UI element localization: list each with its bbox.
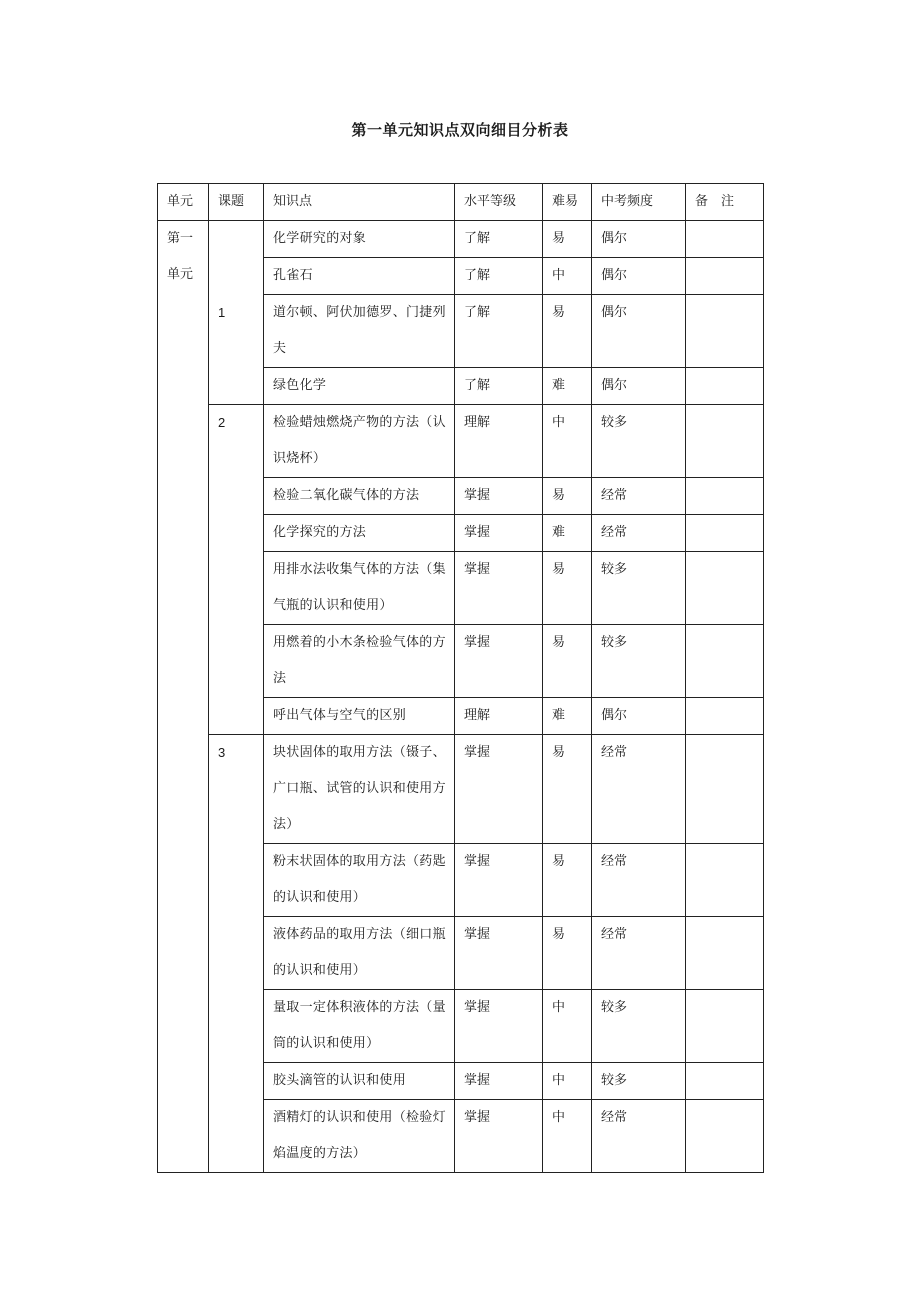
analysis-table (157, 183, 764, 1173)
level-cell: 掌握 (455, 1100, 543, 1173)
topic-cell: 检验二氧化碳气体的方法 (264, 478, 455, 515)
difficulty-cell: 易 (543, 844, 592, 917)
frequency-cell: 经常 (592, 917, 686, 990)
level-cell: 理解 (455, 698, 543, 735)
difficulty-cell: 易 (543, 552, 592, 625)
header-unit: 单元 (158, 184, 209, 221)
difficulty-cell: 难 (543, 515, 592, 552)
level-cell: 了解 (455, 258, 543, 295)
remarks-cell (686, 844, 764, 917)
frequency-cell: 经常 (592, 515, 686, 552)
level-cell: 掌握 (455, 990, 543, 1063)
frequency-cell: 较多 (592, 625, 686, 698)
remarks-cell (686, 735, 764, 844)
remarks-cell (686, 625, 764, 698)
frequency-cell: 偶尔 (592, 698, 686, 735)
difficulty-cell: 易 (543, 295, 592, 368)
unit-label-line1: 第一 (167, 231, 194, 246)
remarks-cell (686, 698, 764, 735)
frequency-cell: 较多 (592, 552, 686, 625)
remarks-cell (686, 478, 764, 515)
frequency-cell: 偶尔 (592, 258, 686, 295)
page-title: 第一单元知识点双向细目分析表 (351, 121, 569, 139)
frequency-cell: 经常 (592, 735, 686, 844)
remarks-cell (686, 1100, 764, 1173)
difficulty-cell: 易 (543, 478, 592, 515)
table-row (158, 221, 764, 258)
header-difficulty: 难易 (543, 184, 592, 221)
level-cell: 掌握 (455, 515, 543, 552)
lesson-cell-2: 2 (209, 405, 264, 735)
frequency-cell: 经常 (592, 1100, 686, 1173)
header-lesson: 课题 (209, 184, 264, 221)
level-cell: 掌握 (455, 735, 543, 844)
level-cell: 掌握 (455, 844, 543, 917)
frequency-cell: 较多 (592, 1063, 686, 1100)
frequency-cell: 偶尔 (592, 295, 686, 368)
level-cell: 掌握 (455, 478, 543, 515)
remarks-cell (686, 405, 764, 478)
header-level: 水平等级 (455, 184, 543, 221)
topic-cell: 酒精灯的认识和使用（检验灯焰温度的方法） (264, 1100, 455, 1173)
topic-cell: 孔雀石 (264, 258, 455, 295)
difficulty-cell: 中 (543, 258, 592, 295)
difficulty-cell: 易 (543, 625, 592, 698)
frequency-cell: 较多 (592, 405, 686, 478)
level-cell: 掌握 (455, 625, 543, 698)
lesson-cell-3: 3 (209, 735, 264, 1173)
topic-cell: 用排水法收集气体的方法（集气瓶的认识和使用） (264, 552, 455, 625)
topic-cell: 粉末状固体的取用方法（药匙的认识和使用） (264, 844, 455, 917)
level-cell: 了解 (455, 368, 543, 405)
topic-cell: 绿色化学 (264, 368, 455, 405)
remarks-cell (686, 990, 764, 1063)
topic-cell: 液体药品的取用方法（细口瓶的认识和使用） (264, 917, 455, 990)
remarks-cell (686, 368, 764, 405)
remarks-cell (686, 515, 764, 552)
difficulty-cell: 易 (543, 917, 592, 990)
difficulty-cell: 易 (543, 735, 592, 844)
topic-cell: 用燃着的小木条检验气体的方法 (264, 625, 455, 698)
difficulty-cell: 中 (543, 1100, 592, 1173)
level-cell: 掌握 (455, 552, 543, 625)
header-remarks: 备 注 (686, 184, 764, 221)
remarks-cell (686, 917, 764, 990)
remarks-cell (686, 295, 764, 368)
difficulty-cell: 难 (543, 698, 592, 735)
topic-cell: 化学研究的对象 (264, 221, 455, 258)
frequency-cell: 偶尔 (592, 368, 686, 405)
topic-cell: 检验蜡烛燃烧产物的方法（认识烧杯） (264, 405, 455, 478)
topic-cell: 块状固体的取用方法（镊子、广口瓶、试管的认识和使用方法） (264, 735, 455, 844)
level-cell: 掌握 (455, 1063, 543, 1100)
frequency-cell: 经常 (592, 844, 686, 917)
topic-cell: 胶头滴管的认识和使用 (264, 1063, 455, 1100)
frequency-cell: 较多 (592, 990, 686, 1063)
topic-cell: 化学探究的方法 (264, 515, 455, 552)
level-cell: 掌握 (455, 917, 543, 990)
remarks-cell (686, 258, 764, 295)
unit-label-line2: 单元 (167, 267, 194, 282)
difficulty-cell: 中 (543, 1063, 592, 1100)
level-cell: 了解 (455, 221, 543, 258)
difficulty-cell: 中 (543, 990, 592, 1063)
lesson-cell-1: 1 (209, 221, 264, 405)
difficulty-cell: 难 (543, 368, 592, 405)
level-cell: 了解 (455, 295, 543, 368)
header-topic: 知识点 (264, 184, 455, 221)
unit-cell (158, 221, 209, 1173)
topic-cell: 呼出气体与空气的区别 (264, 698, 455, 735)
header-frequency: 中考频度 (592, 184, 686, 221)
remarks-cell (686, 221, 764, 258)
difficulty-cell: 中 (543, 405, 592, 478)
remarks-cell (686, 1063, 764, 1100)
topic-cell: 道尔顿、阿伏加德罗、门捷列夫 (264, 295, 455, 368)
difficulty-cell: 易 (543, 221, 592, 258)
topic-cell: 量取一定体积液体的方法（量筒的认识和使用） (264, 990, 455, 1063)
level-cell: 理解 (455, 405, 543, 478)
frequency-cell: 经常 (592, 478, 686, 515)
table-row (158, 405, 764, 478)
header-row (158, 184, 764, 221)
table-row (158, 735, 764, 844)
remarks-cell (686, 552, 764, 625)
frequency-cell: 偶尔 (592, 221, 686, 258)
